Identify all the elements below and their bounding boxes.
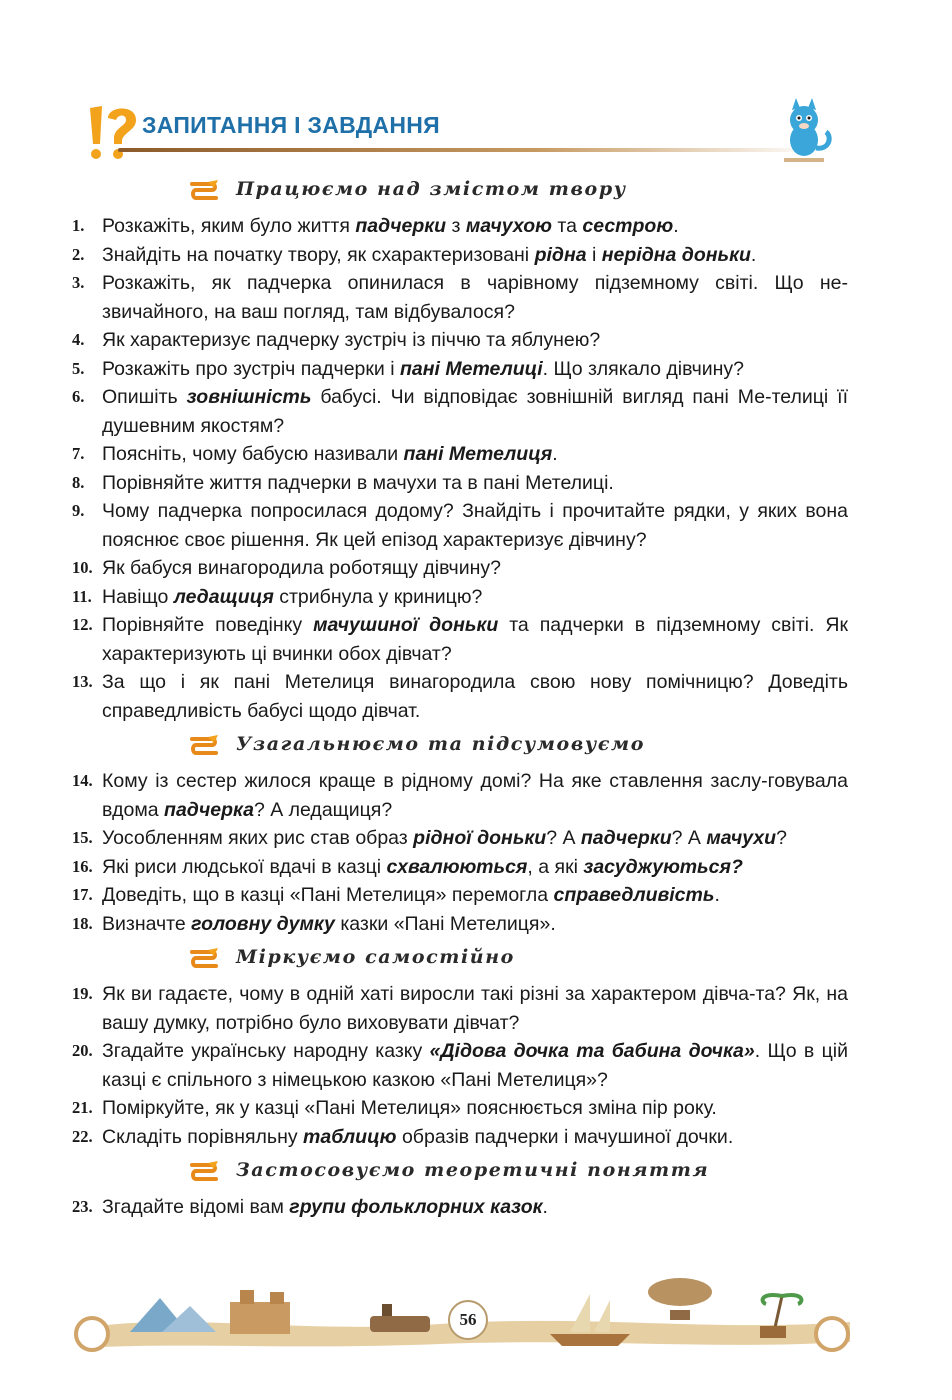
emphasis-text: пані Метелиця <box>403 443 553 465</box>
question-number: 8. <box>72 472 85 492</box>
emphasis-text: рідна <box>534 243 587 266</box>
question-text: Визначте <box>102 912 192 935</box>
question-item <box>72 497 848 554</box>
question-text: та падчерки в підземному світі. Як характеризують ці вчинки обох дівчат? <box>102 614 848 665</box>
question-text: Навіщо <box>102 585 174 608</box>
question-text: Поясніть, чому бабусю називали <box>102 443 404 465</box>
question-number: 16. <box>72 856 93 876</box>
section-heading <box>72 731 848 765</box>
question-item <box>72 910 848 939</box>
section-title: Міркуємо самостійно <box>236 946 515 968</box>
question-item <box>72 469 848 498</box>
question-text: Як ви гадаєте, чому в одній хаті виросли такі різні за характером дівча-та? Як, на вашу думку, потрібно було виховувати дівчат? <box>102 983 848 1034</box>
cat-mascot-icon <box>768 96 838 166</box>
questions-content <box>72 176 848 1228</box>
question-item <box>72 554 848 583</box>
emphasis-text: падчерки <box>580 827 672 849</box>
page-number: 56 <box>448 1300 488 1340</box>
section-title: Узагальнюємо та підсумовуємо <box>236 733 645 755</box>
question-text: Порівняйте життя падчерки в мачухи та в пані Метелиці. <box>102 471 614 494</box>
question-item <box>72 824 848 853</box>
question-text: Поміркуйте, як у казці «Пані Метелиця» пояснюється зміна пір року. <box>102 1097 717 1119</box>
section-title: Працюємо над змістом твору <box>236 178 627 200</box>
question-item <box>72 212 848 241</box>
question-text: . <box>673 215 679 237</box>
question-item <box>72 383 848 440</box>
emphasis-text: головну думку <box>191 912 335 935</box>
question-text: . <box>750 243 757 266</box>
emphasis-text: справедливість <box>553 884 715 906</box>
question-text: Кому із сестер жилося краще в рідному домі? На яке ставлення заслу-говувала вдома <box>102 770 848 821</box>
question-text: Чому падчерка попросилася додому? Знайдіть і прочитайте рядки, у яких вона пояснює своє рішення. Як цей епізод характеризує дівчину? <box>102 500 848 551</box>
question-text: . <box>542 1196 548 1218</box>
emphasis-text: нерідна доньки <box>601 243 751 266</box>
header-title: ЗАПИТАННЯ І ЗАВДАННЯ <box>142 112 440 138</box>
question-text: Порівняйте поведінку <box>102 614 314 636</box>
question-text: ? А <box>671 827 707 849</box>
question-text: Доведіть, що в казці «Пані Метелиця» перемогла <box>102 884 554 906</box>
question-number: 1. <box>72 216 85 235</box>
question-number: 7. <box>72 444 85 463</box>
question-text: ? А ледащиця? <box>253 798 393 821</box>
question-number: 17. <box>72 885 93 904</box>
question-item <box>72 1094 848 1123</box>
question-item <box>72 355 848 384</box>
question-text: Які риси людської вдачі в казці <box>102 855 387 878</box>
question-text: і <box>586 243 602 266</box>
question-number: 10. <box>72 558 93 577</box>
emphasis-text: таблицю <box>303 1125 397 1148</box>
question-text: ? А <box>546 827 581 849</box>
header-divider <box>118 148 818 152</box>
question-item <box>72 1193 848 1222</box>
question-text: казки «Пані Метелиця». <box>334 912 556 935</box>
section-heading <box>72 176 848 210</box>
question-item <box>72 326 848 355</box>
question-number: 11. <box>72 586 92 606</box>
emphasis-text: зовнішність <box>186 386 312 408</box>
emphasis-text: схвалюються <box>386 855 528 878</box>
emphasis-text: групи фольклорних казок <box>289 1196 543 1218</box>
section-title: Застосовуємо теоретичні поняття <box>236 1159 710 1181</box>
emphasis-text: засуджуються? <box>583 855 743 878</box>
question-number: 23. <box>72 1197 93 1216</box>
question-text: Розкажіть, яким було життя <box>102 215 356 237</box>
question-text: з <box>446 215 466 237</box>
question-text: ? <box>776 827 787 849</box>
question-number: 21. <box>72 1098 93 1117</box>
question-text: та <box>551 215 583 237</box>
question-number: 19. <box>72 984 93 1003</box>
question-text: . <box>714 884 720 906</box>
question-text: Як характеризує падчерку зустріч із піччю та яблунею? <box>102 329 601 351</box>
emphasis-text: мачушиної доньки <box>313 614 499 636</box>
question-number: 5. <box>72 358 85 378</box>
question-text: . Що в цій казці є спільного з німецькою казкою «Пані Метелиця»? <box>102 1040 848 1091</box>
question-text: Розкажіть про зустріч падчерки і <box>102 357 400 380</box>
question-number: 3. <box>72 273 85 292</box>
emphasis-text: «Дідова дочка та бабина дочка» <box>429 1040 755 1062</box>
question-number: 9. <box>72 501 85 520</box>
question-text: Уособленням яких рис став образ <box>102 827 414 849</box>
section-header <box>78 96 848 168</box>
question-number: 20. <box>72 1041 93 1060</box>
question-item <box>72 1037 848 1094</box>
emphasis-text: ледащиця <box>173 585 274 608</box>
section-heading <box>72 1157 848 1191</box>
question-mark-icon <box>82 102 142 164</box>
question-item <box>72 1123 848 1152</box>
question-text: . <box>552 443 558 465</box>
emphasis-text: мачухою <box>465 215 552 237</box>
question-text: Опишіть <box>102 386 187 408</box>
question-text: Згадайте українську народну казку <box>102 1040 430 1062</box>
question-item <box>72 583 848 612</box>
question-item <box>72 440 848 469</box>
emphasis-text: падчерка <box>164 798 254 821</box>
question-number: 18. <box>72 913 93 933</box>
question-number: 2. <box>72 244 85 264</box>
question-number: 12. <box>72 615 93 634</box>
question-number: 4. <box>72 330 85 349</box>
question-item <box>72 853 848 882</box>
question-text: . Що злякало дівчину? <box>542 357 744 380</box>
question-item <box>72 241 848 270</box>
scroll-icon <box>188 735 220 757</box>
question-text: , а які <box>527 855 584 878</box>
question-text: Розкажіть, як падчерка опинилася в чарівному підземному світі. Що не-звичайного, на ваш погляд, там відбувалося? <box>102 272 848 323</box>
scroll-icon <box>188 948 220 970</box>
emphasis-text: сестрою <box>582 215 674 237</box>
question-number: 6. <box>72 387 85 406</box>
question-text: бабусі. Чи відповідає зовнішній вигляд пані Ме-телиці її душевним якостям? <box>102 386 848 437</box>
question-number: 22. <box>72 1126 93 1146</box>
emphasis-text: мачухи <box>706 827 777 849</box>
question-item <box>72 269 848 326</box>
question-number: 15. <box>72 828 93 847</box>
question-text: Як бабуся винагородила роботящу дівчину? <box>102 557 501 579</box>
question-text: Знайдіть на початку твору, як схарактеризовані <box>102 243 535 266</box>
emphasis-text: пані Метелиці <box>399 357 543 380</box>
question-item <box>72 881 848 910</box>
question-number: 14. <box>72 771 93 790</box>
question-item <box>72 980 848 1037</box>
question-text: Складіть порівняльну <box>102 1125 304 1148</box>
question-item <box>72 767 848 824</box>
emphasis-text: рідної доньки <box>413 827 547 849</box>
scroll-icon <box>188 180 220 202</box>
question-text: За що і як пані Метелиця винагородила свою нову помічницю? Доведіть справедливість бабусі щодо дівчат. <box>102 671 848 722</box>
question-item <box>72 668 848 725</box>
section-heading <box>72 944 848 978</box>
question-item <box>72 611 848 668</box>
question-text: образів падчерки і мачушиної дочки. <box>396 1125 734 1148</box>
question-text: Згадайте відомі вам <box>102 1196 290 1218</box>
emphasis-text: падчерки <box>355 215 447 237</box>
question-number: 13. <box>72 672 93 691</box>
scroll-icon <box>188 1161 220 1183</box>
question-text: стрибнула у криницю? <box>273 585 483 608</box>
